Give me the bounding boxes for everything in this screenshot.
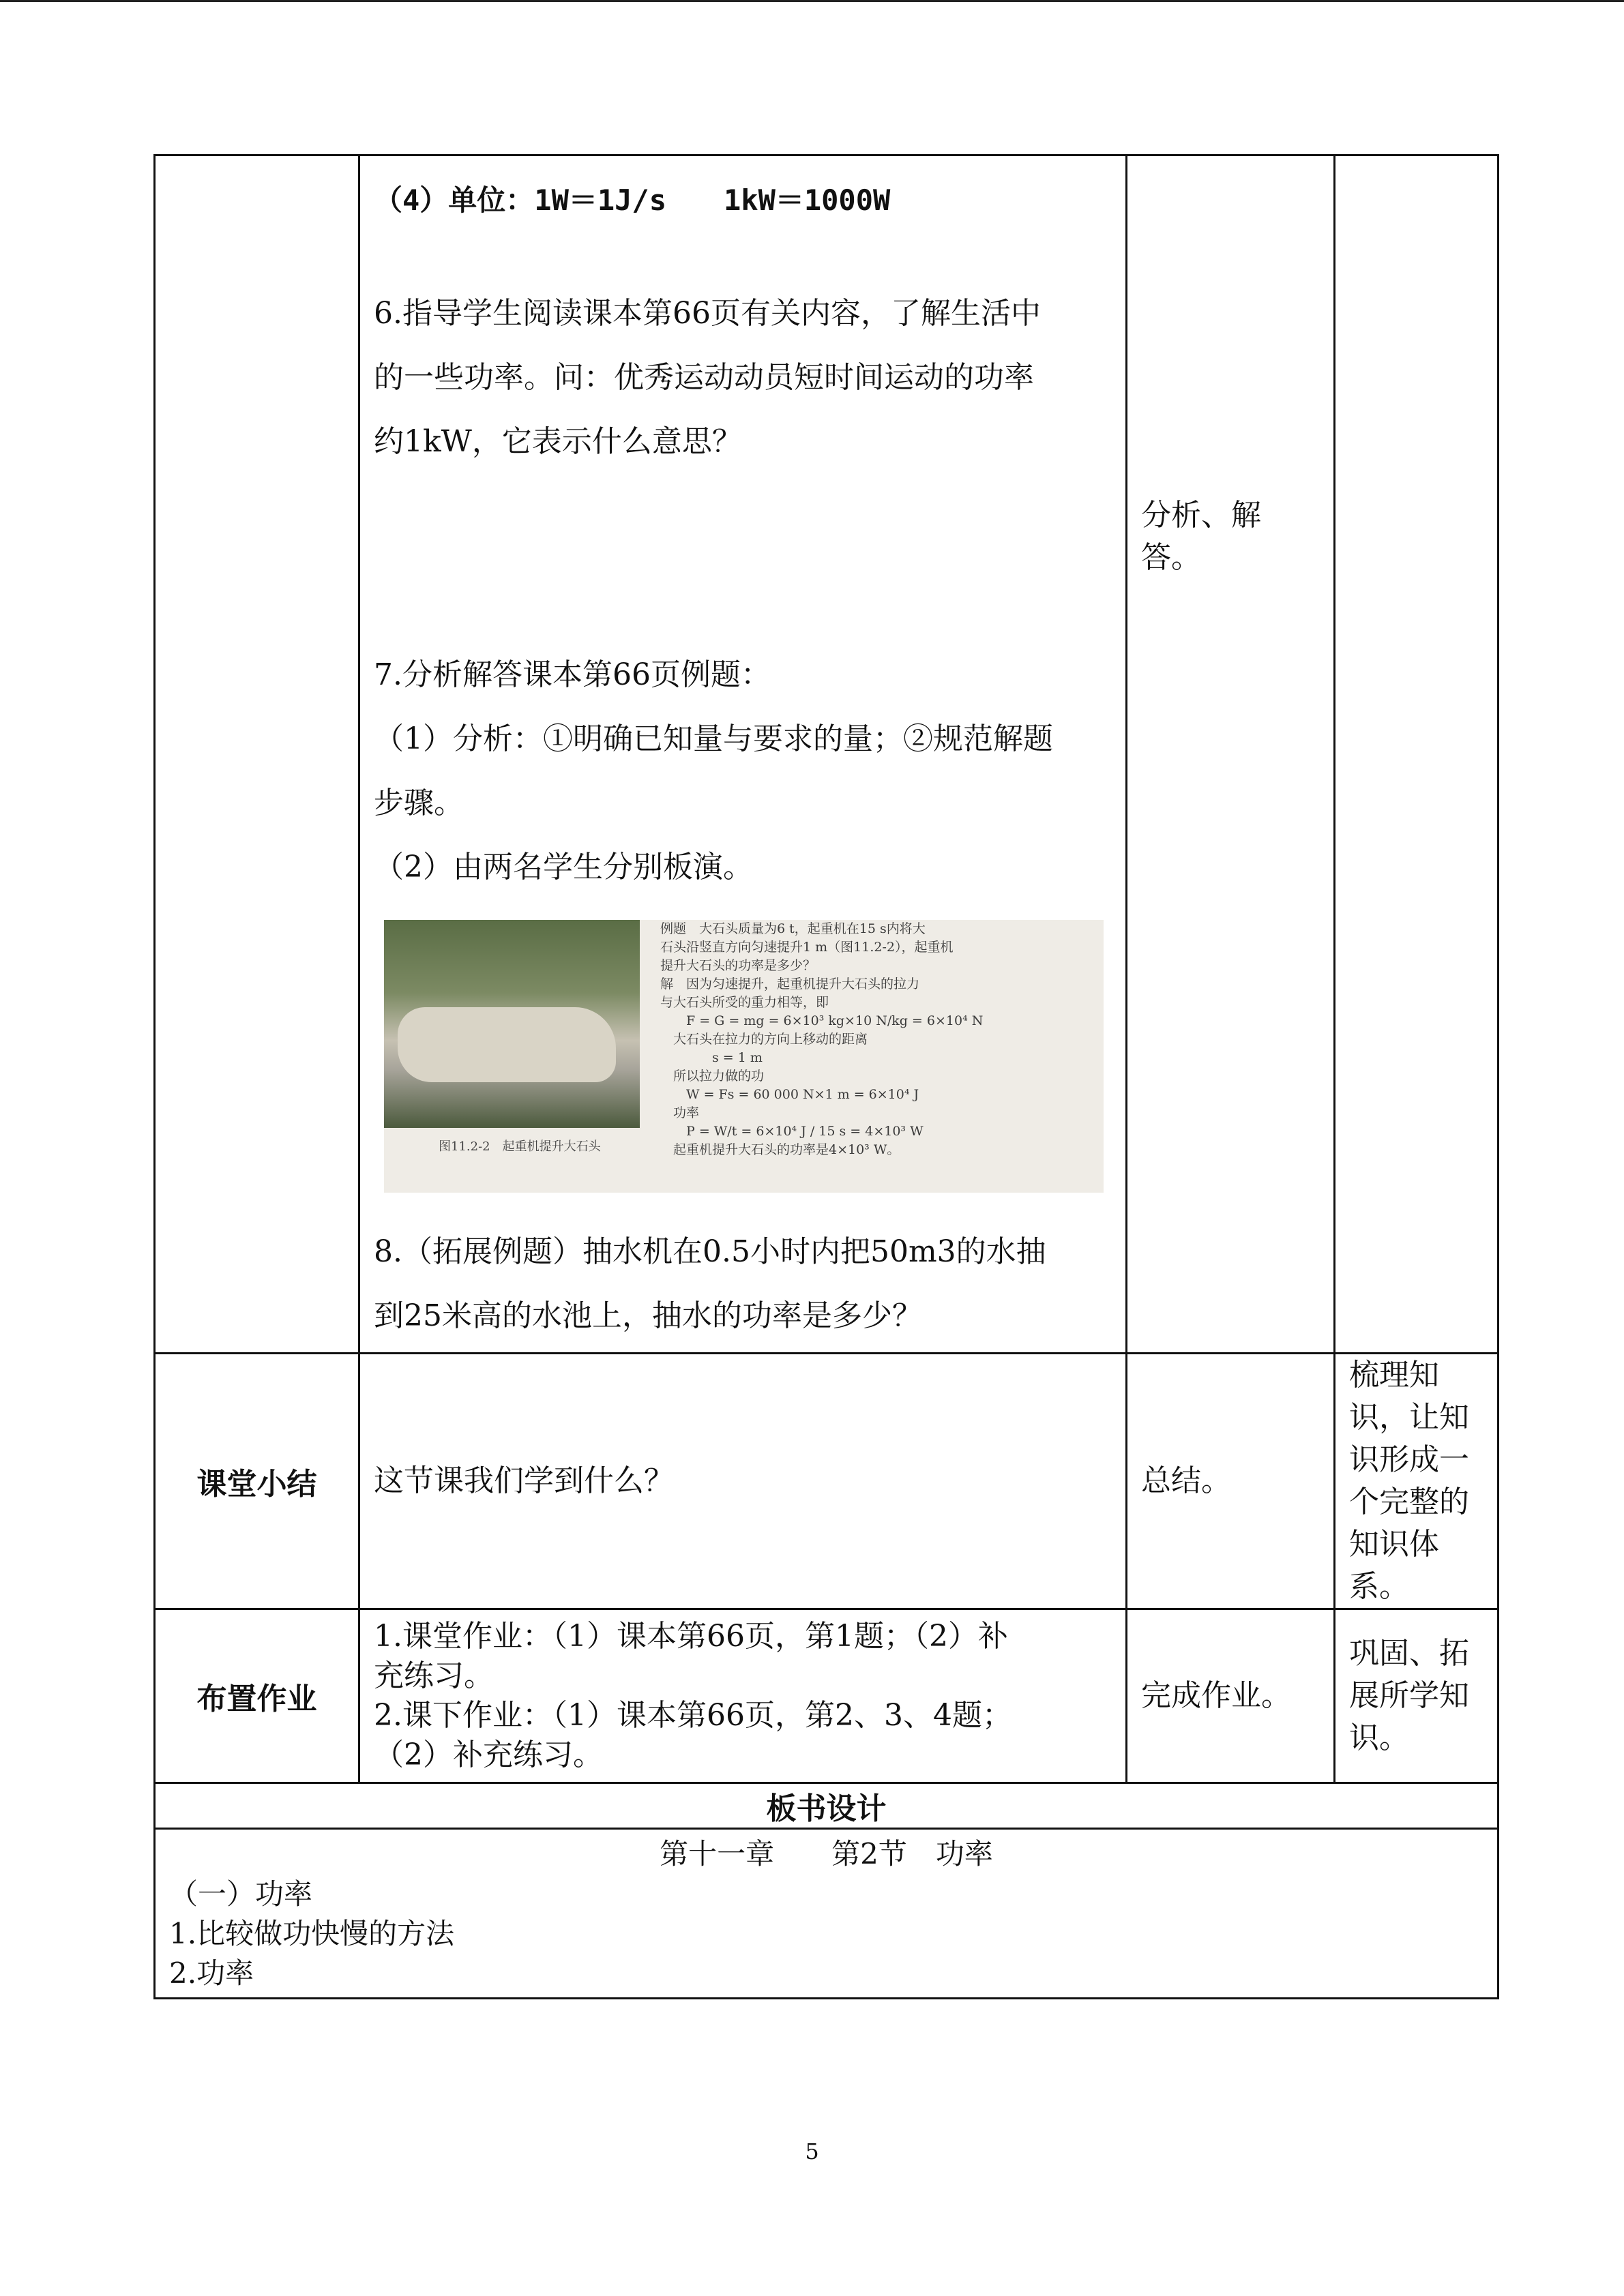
summary-goal-line-4: 个完整的 bbox=[1349, 1485, 1469, 1519]
summary-goal-line-6: 系。 bbox=[1349, 1569, 1409, 1604]
item-7-line-3: 步骤。 bbox=[374, 786, 464, 820]
item-7-line-2: （1）分析：①明确已知量与要求的量；②规范解题 bbox=[374, 721, 1053, 756]
homework-row bbox=[155, 1609, 1498, 1783]
summary-goal-line-5: 知识体 bbox=[1349, 1527, 1439, 1562]
board-line-2: 1.比较做功快慢的方法 bbox=[169, 1917, 455, 1950]
textbook-example-figure bbox=[384, 920, 1104, 1193]
board-design-title: 第十一章 第2节 功率 bbox=[660, 1837, 993, 1870]
board-design-header-row bbox=[155, 1783, 1498, 1829]
homework-goal-line-1: 巩固、拓 bbox=[1349, 1636, 1469, 1671]
student-activity-cell bbox=[1127, 155, 1335, 1354]
item-6-line-3: 约1kW，它表示什么意思？ bbox=[374, 424, 742, 459]
homework-line-3: 2.课下作业：（1）课本第66页，第2、3、4题； bbox=[374, 1698, 1012, 1733]
summary-student-activity: 总结。 bbox=[1141, 1463, 1231, 1498]
board-design-header-cell bbox=[155, 1783, 1498, 1829]
lesson-plan-table bbox=[153, 154, 1499, 1999]
power-unit-line: （4）单位：1W＝1J/s 1kW＝1000W bbox=[374, 183, 891, 217]
board-design-body-row bbox=[155, 1829, 1498, 1999]
summary-goal-line-3: 识形成一 bbox=[1349, 1442, 1469, 1477]
stage-label-cell-empty bbox=[155, 155, 359, 1354]
summary-content-cell bbox=[359, 1354, 1127, 1609]
item-7-line-4: （2）由两名学生分别板演。 bbox=[374, 850, 753, 884]
student-activity-line-2: 答。 bbox=[1141, 540, 1201, 575]
page-number: 5 bbox=[805, 2138, 819, 2164]
board-line-3: 2.功率 bbox=[169, 1956, 254, 1990]
item-7-line-1: 7.分析解答课本第66页例题： bbox=[374, 657, 771, 692]
summary-label-cell bbox=[155, 1354, 359, 1609]
homework-label-cell bbox=[155, 1609, 359, 1783]
summary-content: 这节课我们学到什么？ bbox=[374, 1463, 674, 1498]
summary-label: 课堂小结 bbox=[196, 1467, 317, 1502]
homework-student-cell bbox=[1127, 1609, 1335, 1783]
figure-caption: 图11.2-2 起重机提升大石头 bbox=[439, 1139, 601, 1154]
homework-label: 布置作业 bbox=[196, 1682, 317, 1716]
summary-row bbox=[155, 1354, 1498, 1609]
summary-student-cell bbox=[1127, 1354, 1335, 1609]
student-activity-line-1: 分析、解 bbox=[1141, 498, 1261, 533]
item-6-line-1: 6.指导学生阅读课本第66页有关内容，了解生活中 bbox=[374, 296, 1041, 331]
item-6-line-2: 的一些功率。问：优秀运动动员短时间运动的功率 bbox=[374, 360, 1034, 395]
summary-goal-line-1: 梳理知 bbox=[1349, 1358, 1439, 1392]
homework-content-cell bbox=[359, 1609, 1127, 1783]
board-design-body-cell bbox=[155, 1829, 1498, 1999]
homework-line-2: 充练习。 bbox=[374, 1658, 494, 1693]
homework-student-activity: 完成作业。 bbox=[1141, 1678, 1291, 1713]
summary-goal-line-2: 识，让知 bbox=[1349, 1400, 1469, 1435]
homework-goal-line-2: 展所学知 bbox=[1349, 1678, 1469, 1713]
homework-goal-line-3: 识。 bbox=[1349, 1720, 1409, 1755]
board-design-header: 板书设计 bbox=[766, 1791, 887, 1826]
board-line-1: （一）功率 bbox=[169, 1877, 313, 1911]
item-8-line-2: 到25米高的水池上，抽水的功率是多少？ bbox=[374, 1298, 922, 1333]
item-8-line-1: 8.（拓展例题）抽水机在0.5小时内把50m3的水抽 bbox=[374, 1234, 1046, 1269]
homework-line-4: （2）补充练习。 bbox=[374, 1738, 603, 1772]
teaching-process-row bbox=[155, 155, 1498, 1354]
homework-goal-cell bbox=[1335, 1609, 1498, 1783]
stone-shape bbox=[398, 1007, 616, 1082]
teacher-activity-cell bbox=[359, 155, 1127, 1354]
homework-line-1: 1.课堂作业：（1）课本第66页，第1题；（2）补 bbox=[374, 1619, 1008, 1654]
figure-example-text: 例题 大石头质量为6 t，起重机在15 s内将大 石头沿竖直方向匀速提升1 m（图11.2-2），起重机 提升大石头的功率是多少？ 解 因为匀速提升，起重机提升大石头的拉力 与大石头所受的重力相等，即 F = G = mg = 6×10³ kg×10 N/kg = 6×10⁴ N 大石头在拉力的方向上移动的距离 s = 1 m 所以拉力做的功 W = Fs = 60 000 N×1 m = 6×10⁴ J 功率 P = W/t = 6×10⁴ J / 15 s = 4×10³ W 起重机提升大石头的功率是4×10³ W。 bbox=[660, 921, 984, 1157]
page-top-border bbox=[0, 0, 1624, 2]
design-intent-cell-empty bbox=[1335, 155, 1498, 1354]
summary-goal-cell bbox=[1335, 1354, 1498, 1609]
